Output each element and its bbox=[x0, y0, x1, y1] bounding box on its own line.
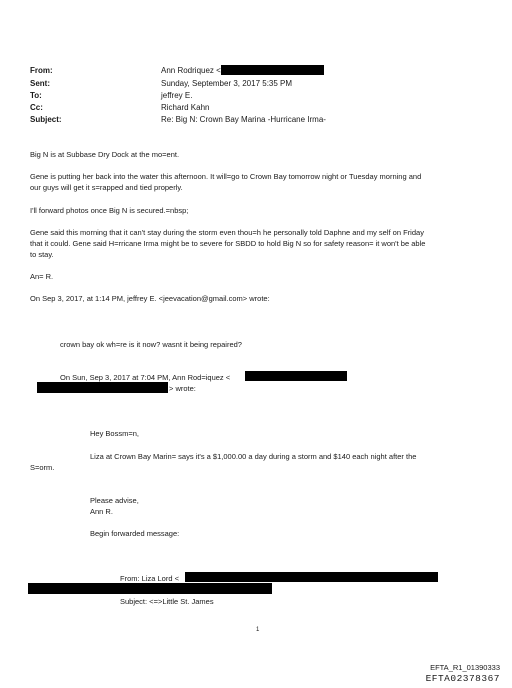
quote-1-intro-line-1: On Sun, Sep 3, 2017 at 7:04 PM, Ann Rod=iquez < bbox=[60, 373, 231, 382]
forwarded-message-label: Begin forwarded message: bbox=[90, 529, 180, 538]
signature: An= R. bbox=[30, 272, 54, 281]
quote-1-intro-line-2: > wrote: bbox=[169, 384, 196, 393]
body-paragraph-4-line-3: to stay. bbox=[30, 250, 54, 259]
quote-2-greeting: Hey Bossm=n, bbox=[90, 429, 139, 438]
quote-1-text: crown bay ok wh=re is it now? wasnt it being repaired? bbox=[60, 340, 242, 349]
from-label: From: bbox=[30, 66, 53, 75]
page-number: 1 bbox=[256, 627, 260, 633]
quote-2-advise: Please advise, bbox=[90, 496, 139, 505]
redaction-bar bbox=[37, 382, 168, 393]
quote-2-line-1: Liza at Crown Bay Marin= says it's a $1,000.00 a day during a storm and $140 each night after the bbox=[90, 452, 417, 461]
cc-label: Cc: bbox=[30, 103, 43, 112]
body-paragraph-4-line-1: Gene said this morning that it can't stay during the storm even thou=h he personally told Daphne and my self on Friday bbox=[30, 228, 424, 237]
subject-label: Subject: bbox=[30, 115, 62, 124]
from-value: Ann Rodriquez < bbox=[161, 66, 221, 75]
body-paragraph-2-line-1: Gene is putting her back into the water this afternoon. It will=go to Crown Bay tomorrow night or Tuesday morning and bbox=[30, 172, 422, 181]
forwarded-from: From: Liza Lord < bbox=[120, 574, 179, 583]
sent-label: Sent: bbox=[30, 79, 50, 88]
subject-value: Re: Big N: Crown Bay Marina -Hurricane Irma- bbox=[161, 115, 326, 124]
quote-intro: On Sep 3, 2017, at 1:14 PM, jeffrey E. <jeevacation@gmail.com> wrote: bbox=[30, 294, 270, 303]
forwarded-subject: Subject: <=>Little St. James bbox=[120, 597, 214, 606]
redaction-bar bbox=[245, 371, 347, 381]
redaction-bar bbox=[185, 572, 438, 582]
body-paragraph-1: Big N is at Subbase Dry Dock at the mo=ent. bbox=[30, 150, 180, 159]
sent-value: Sunday, September 3, 2017 5:35 PM bbox=[161, 79, 293, 88]
cc-value: Richard Kahn bbox=[161, 103, 210, 112]
efta-id-large: EFTA02378367 bbox=[425, 673, 500, 684]
redaction-bar bbox=[28, 583, 272, 594]
body-paragraph-4-line-2: that it could. Gene said H=rricane Irma might be to severe for SBDD to hold Big N so for safety reason= it won't be able bbox=[30, 239, 426, 248]
redaction-bar bbox=[221, 65, 324, 75]
to-value: jeffrey E. bbox=[161, 91, 193, 100]
body-paragraph-2-line-2: our guys will get it s=rapped and tied properly. bbox=[30, 183, 183, 192]
body-paragraph-3: I'll forward photos once Big N is secured.=nbsp; bbox=[30, 206, 189, 215]
quote-2-signature: Ann R. bbox=[90, 507, 113, 516]
quote-2-line-2: S=orm. bbox=[30, 463, 55, 472]
to-label: To: bbox=[30, 91, 42, 100]
efta-id-small: EFTA_R1_01390333 bbox=[430, 663, 500, 672]
